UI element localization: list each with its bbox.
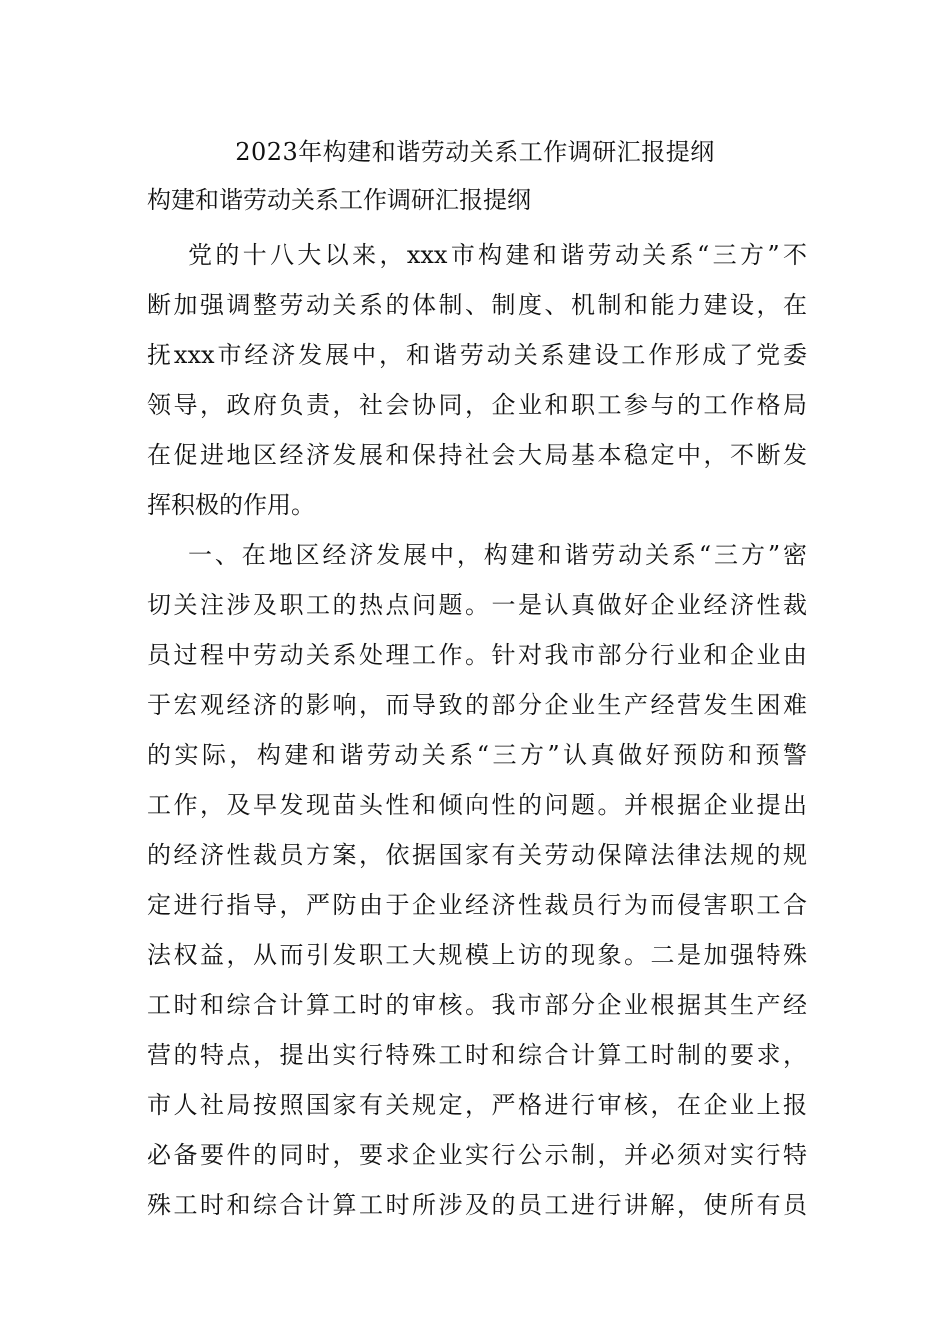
- paragraph-line: 营的特点，提出实行特殊工时和综合计算工时制的要求，: [147, 1041, 807, 1069]
- document-title: 2023年构建和谐劳动关系工作调研汇报提纲: [235, 138, 715, 166]
- paragraph-line: 殊工时和综合计算工时所涉及的员工进行讲解，使所有员: [147, 1191, 807, 1219]
- paragraph-line: 在促进地区经济发展和保持社会大局基本稳定中，不断发: [147, 441, 807, 469]
- paragraph-line: 员过程中劳动关系处理工作。针对我市部分行业和企业由: [147, 641, 807, 669]
- paragraph-line: 工作，及早发现苗头性和倾向性的问题。并根据企业提出: [147, 791, 807, 819]
- paragraph-line: 工时和综合计算工时的审核。我市部分企业根据其生产经: [147, 991, 807, 1019]
- paragraph-line: 挥积极的作用。: [147, 491, 315, 519]
- paragraph-line: 党的十八大以来，xxx市构建和谐劳动关系“三方”不: [188, 241, 807, 269]
- paragraph-line: 切关注涉及职工的热点问题。一是认真做好企业经济性裁: [147, 591, 807, 619]
- paragraph-line: 抚xxx市经济发展中，和谐劳动关系建设工作形成了党委: [147, 341, 807, 369]
- paragraph-line: 断加强调整劳动关系的体制、制度、机制和能力建设，在: [147, 291, 807, 319]
- document-subtitle: 构建和谐劳动关系工作调研汇报提纲: [147, 186, 531, 214]
- paragraph-line: 市人社局按照国家有关规定，严格进行审核，在企业上报: [147, 1091, 807, 1119]
- paragraph-line: 领导，政府负责，社会协同，企业和职工参与的工作格局: [147, 391, 807, 419]
- paragraph-line: 的经济性裁员方案，依据国家有关劳动保障法律法规的规: [147, 841, 807, 869]
- paragraph-line: 于宏观经济的影响，而导致的部分企业生产经营发生困难: [147, 691, 807, 719]
- paragraph-line: 法权益，从而引发职工大规模上访的现象。二是加强特殊: [147, 941, 807, 969]
- paragraph-line: 一、在地区经济发展中，构建和谐劳动关系“三方”密: [188, 541, 807, 569]
- paragraph-line: 的实际，构建和谐劳动关系“三方”认真做好预防和预警: [147, 741, 807, 769]
- paragraph-line: 定进行指导，严防由于企业经济性裁员行为而侵害职工合: [147, 891, 807, 919]
- paragraph-line: 必备要件的同时，要求企业实行公示制，并必须对实行特: [147, 1141, 807, 1169]
